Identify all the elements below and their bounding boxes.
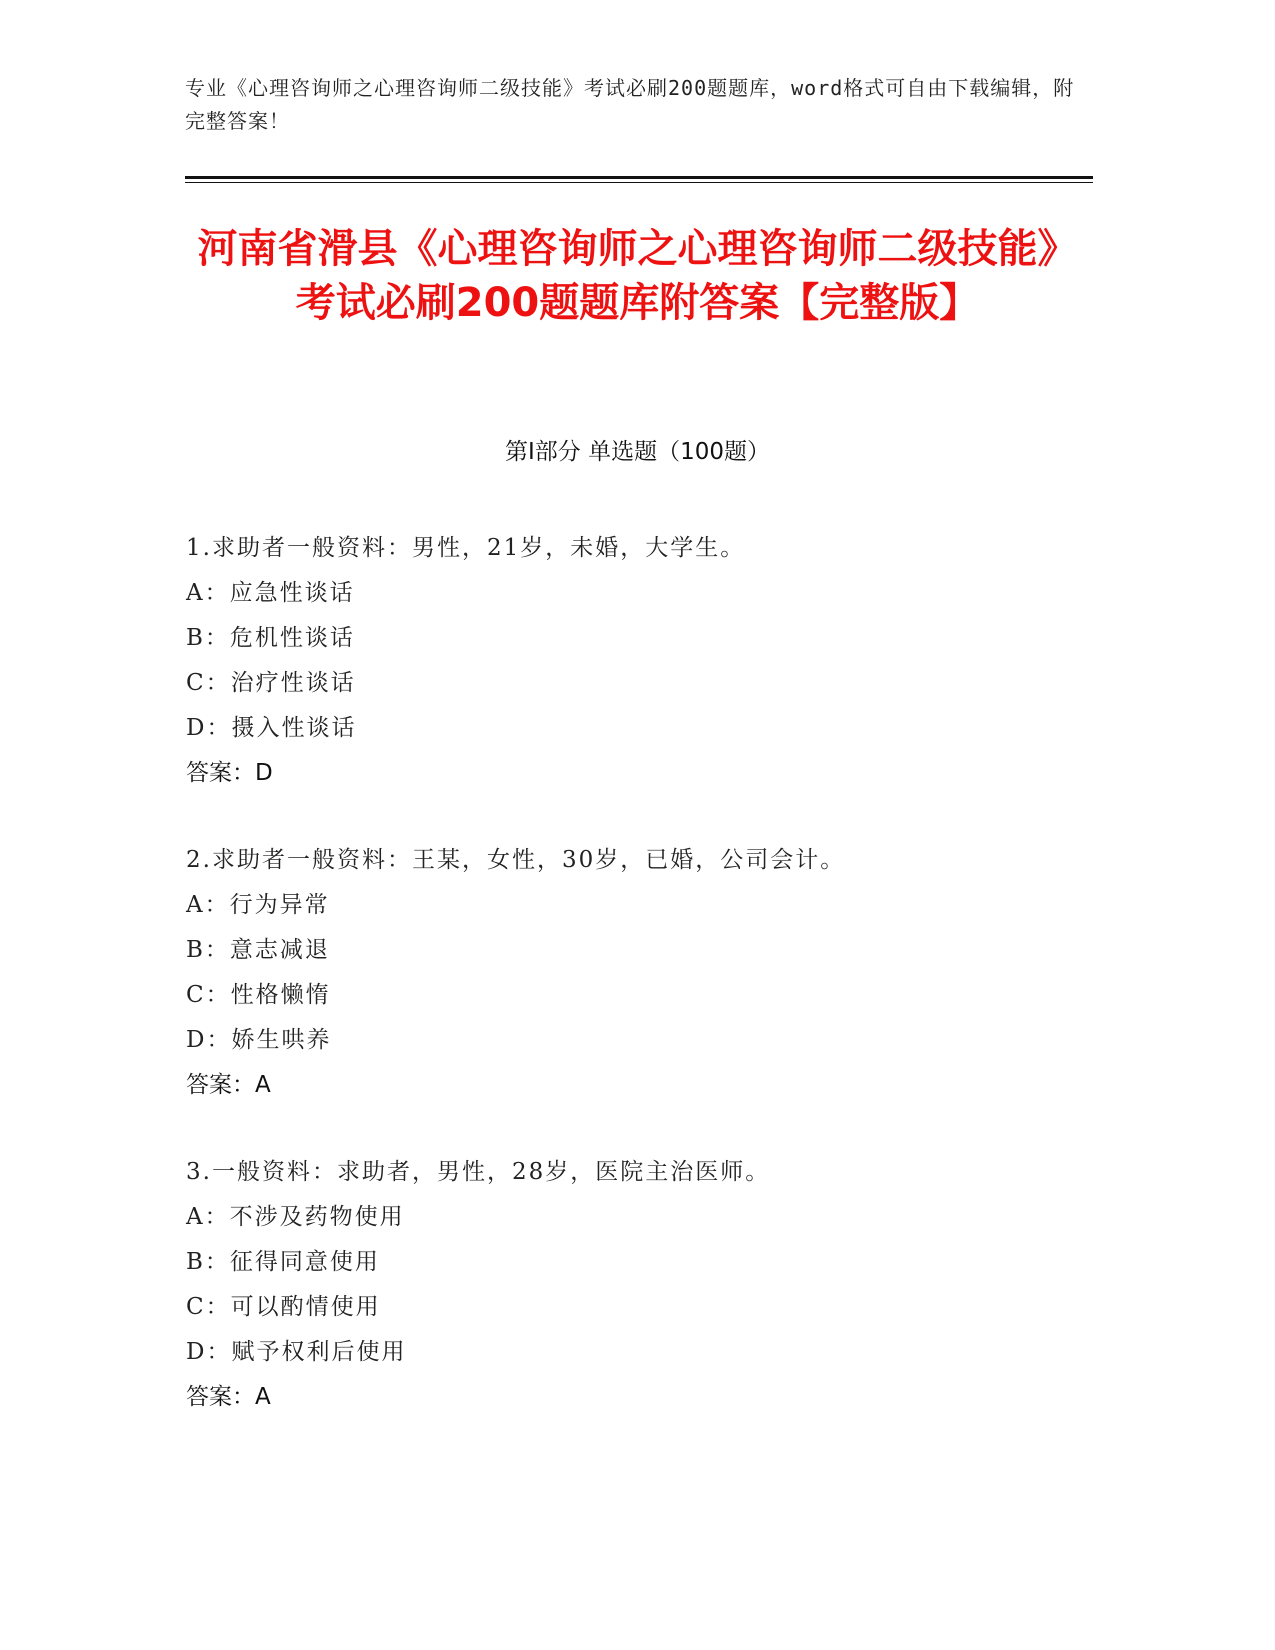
question-stem: 1.求助者一般资料：男性，21岁，未婚，大学生。 xyxy=(186,535,746,561)
question-2 xyxy=(186,838,1086,1108)
option-b: B：征得同意使用 xyxy=(186,1249,380,1275)
option-a: A：应急性谈话 xyxy=(186,580,355,606)
question-stem: 3.一般资料：求助者，男性，28岁，医院主治医师。 xyxy=(186,1159,771,1185)
question-1 xyxy=(186,526,1086,796)
option-c: C：可以酌情使用 xyxy=(186,1294,381,1320)
option-b: B：意志减退 xyxy=(186,937,330,963)
question-stem: 2.求助者一般资料：王某，女性，30岁，已婚，公司会计。 xyxy=(186,847,846,873)
option-c: C：性格懒惰 xyxy=(186,982,331,1008)
option-b: B：危机性谈话 xyxy=(186,625,355,651)
option-c: C：治疗性谈话 xyxy=(186,670,356,696)
header-divider-thick xyxy=(185,176,1093,179)
header-note: 专业《心理咨询师之心理咨询师二级技能》考试必刷200题题库，word格式可自由下载编辑，附完整答案！ xyxy=(185,76,1075,133)
answer-line: 答案：A xyxy=(186,1072,271,1098)
answer-line: 答案：A xyxy=(186,1384,271,1410)
answer-line: 答案：D xyxy=(186,760,273,786)
header-divider-thin xyxy=(185,182,1093,183)
option-d: D：娇生哄养 xyxy=(186,1027,332,1053)
question-list xyxy=(186,526,1086,1462)
option-a: A：行为异常 xyxy=(186,892,330,918)
option-a: A：不涉及药物使用 xyxy=(186,1204,405,1230)
document-title: 河南省滑县《心理咨询师之心理咨询师二级技能》考试必刷200题题库附答案【完整版】 xyxy=(197,226,1078,326)
question-3 xyxy=(186,1150,1086,1420)
option-d: D：摄入性谈话 xyxy=(186,715,357,741)
option-d: D：赋予权利后使用 xyxy=(186,1339,407,1365)
section-heading: 第I部分 单选题（100题） xyxy=(505,439,770,465)
